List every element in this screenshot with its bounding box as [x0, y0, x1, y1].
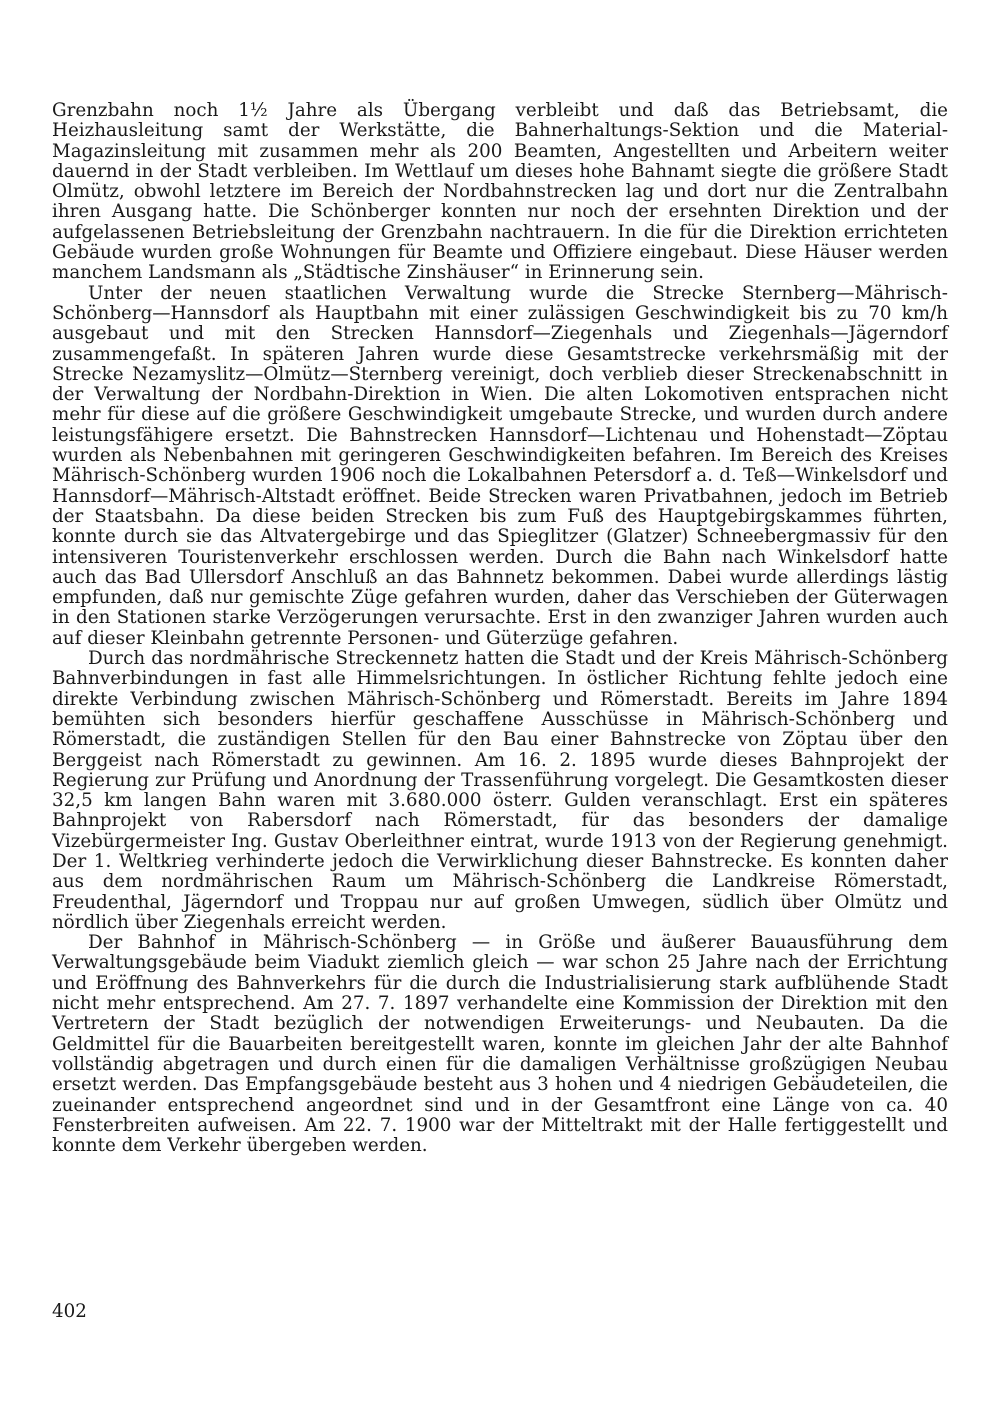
paragraph-network-connections: Durch das nordmährische Streckennetz hatten die Stadt und der Kreis Mährisch-Schönberg Bahnverbindungen in fast alle Himmelsrichtungen. In östlicher Richtung fehlte jedoch eine direkte Verbindung zwischen Mährisch-Schönberg und Römerstadt. Bereits im Jahre 1894 bemühten sich besonders hierfür geschaffene Ausschüsse in Mährisch-Schönberg und Römerstadt, die zuständigen Stellen für den Bau einer Bahnstrecke von Zöptau über den Berggeist nach Römerstadt zu gewinnen. Am 16. 2. 1895 wurde dieses Bahnprojekt der Regierung zur Prüfung und Anordnung der Trassenführung vorgelegt. Die Gesamtkosten dieser 32,5 km langen Bahn waren mit 3.680.000 österr. Gulden veranschlagt. Erst ein späteres Bahnprojekt von Rabersdorf nach Römerstadt, für das besonders der damalige Vizebürgermeister Ing. Gustav Oberleithner eintrat, wurde 1913 von der Regierung genehmigt. Der 1. Weltkrieg verhinderte jedoch die Verwirklichung dieser Bahnstrecke. Es konnten daher aus dem nordmährischen Raum um Mährisch-Schönberg die Landkreise Römerstadt, Freudenthal, Jägerndorf und Troppau nur auf großen Umwegen, südlich über Olmütz und nördlich über Ziegenhals erreicht werden.: [52, 648, 948, 933]
paragraph-continuation: Grenzbahn noch 1½ Jahre als Übergang verbleibt und daß das Betriebsamt, die Heizhausleitung samt der Werkstätte, die Bahnerhaltungs-Sektion und die Material-Magazinsleitung mit zusammen mehr als 200 Beamten, Angestellten und Arbeitern weiter dauernd in der Stadt verbleiben. Im Wettlauf um dieses hohe Bahnamt siegte die größere Stadt Olmütz, obwohl letztere im Bereich der Nordbahnstrecken lag und dort nur die Zentralbahn ihren Ausgang hatte. Die Schönberger konnten nur noch der ersehnten Direktion und der aufgelassenen Betriebsleitung der Grenzbahn nachtrauern. In die für die Direktion errichteten Gebäude wurden große Wohnungen für Beamte und Offiziere eingebaut. Diese Häuser werden manchem Landsmann als „Städtische Zinshäuser“ in Erinnerung sein.: [52, 100, 948, 284]
paragraph-station-building: Der Bahnhof in Mährisch-Schönberg — in Größe und äußerer Bauausführung dem Verwaltungsgebäude beim Viadukt ziemlich gleich — war schon 25 Jahre nach der Errichtung und Eröffnung des Bahnverkehrs für die durch die Industrialisierung stark aufblühende Stadt nicht mehr entsprechend. Am 27. 7. 1897 verhandelte eine Kommission der Direktion mit den Vertretern der Stadt bezüglich der notwendigen Erweiterungs- und Neubauten. Da die Geldmittel für die Bauarbeiten bereitgestellt waren, konnte im gleichen Jahr der alte Bahnhof vollständig abgetragen und durch einen für die damaligen Verhältnisse großzügigen Neubau ersetzt werden. Das Empfangsgebäude besteht aus 3 hohen und 4 niedrigen Gebäudeteilen, die zueinander entsprechend angeordnet sind und in der Gesamtfront eine Länge von ca. 40 Fensterbreiten aufweisen. Am 22. 7. 1900 war der Mitteltrakt mit der Halle fertiggestellt und konnte dem Verkehr übergeben werden.: [52, 932, 948, 1157]
page-number: 402: [52, 1301, 87, 1322]
paragraph-railway-administration: Unter der neuen staatlichen Verwaltung wurde die Strecke Sternberg—Mährisch-Schönberg—Hannsdorf als Hauptbahn mit einer zulässigen Geschwindigkeit bis zu 70 km/h ausgebaut und mit den Strecken Hannsdorf—Ziegenhals und Ziegenhals—Jägerndorf zusammengefaßt. In späteren Jahren wurde diese Gesamtstrecke verkehrsmäßig mit der Strecke Nezamyslitz—Olmütz—Sternberg vereinigt, doch verblieb dieser Streckenabschnitt in der Verwaltung der Nordbahn-Direktion in Wien. Die alten Lokomotiven entsprachen nicht mehr für diese auf die größere Geschwindigkeit umgebaute Strecke, und wurden durch andere leistungsfähigere ersetzt. Die Bahnstrecken Hannsdorf—Lichtenau und Hohenstadt—Zöptau wurden als Nebenbahnen mit geringeren Geschwindigkeiten befahren. Im Bereich des Kreises Mährisch-Schönberg wurden 1906 noch die Lokalbahnen Petersdorf a. d. Teß—Winkelsdorf und Hannsdorf—Mährisch-Altstadt eröffnet. Beide Strecken waren Privatbahnen, jedoch im Betrieb der Staatsbahn. Da diese beiden Strecken bis zum Fuß des Hauptgebirgskammes führten, konnte durch sie das Altvatergebirge und das Spieglitzer (Glatzer) Schneebergmassiv für den intensiveren Touristenverkehr erschlossen werden. Durch die Bahn nach Winkelsdorf hatte auch das Bad Ullersdorf Anschluß an das Bahnnetz bekommen. Dabei wurde allerdings lästig empfunden, daß nur gemischte Züge gefahren wurden, daher das Verschieben der Güterwagen in den Stationen starke Verzögerungen verursachte. Erst in den zwanziger Jahren wurden auch auf dieser Kleinbahn getrennte Personen- und Güterzüge gefahren.: [52, 282, 948, 649]
page-body: [52, 101, 948, 1156]
